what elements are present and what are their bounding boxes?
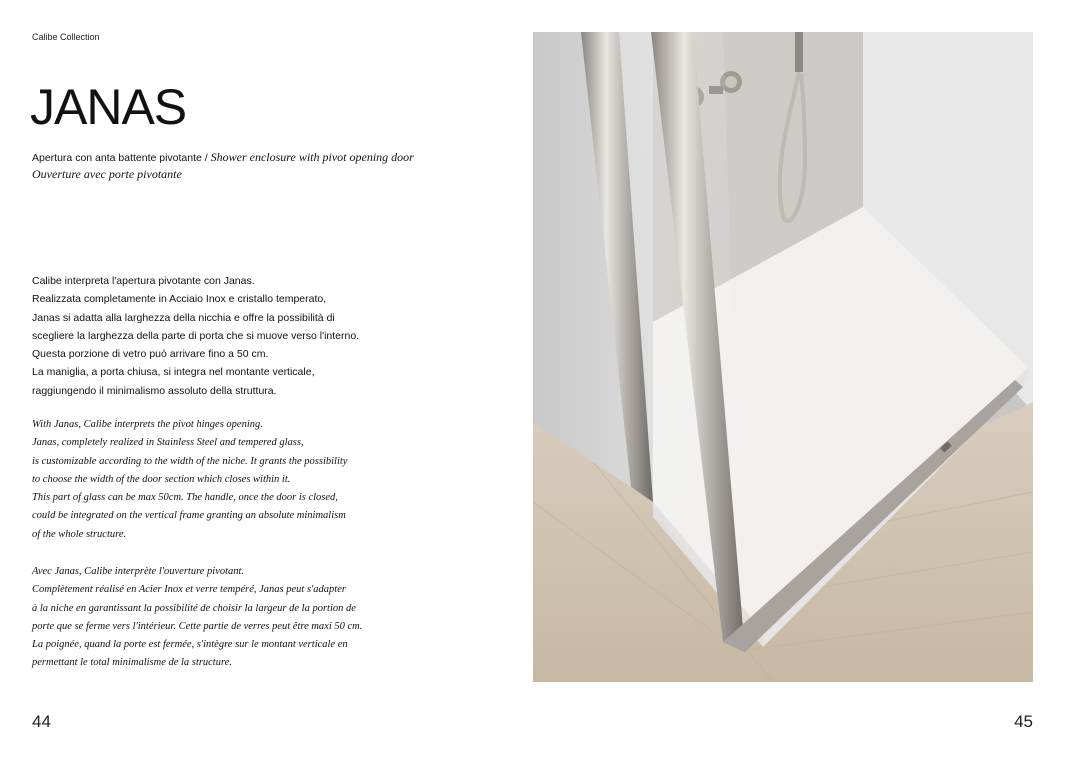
paragraph-line: is customizable according to the width of the niche. It grants the possibility — [32, 455, 348, 467]
paragraph-line: Realizzata completamente in Acciaio Inox e cristallo temperato, — [32, 293, 327, 306]
paragraph-line: to choose the width of the door section which closes within it. — [32, 473, 291, 485]
paragraph-line: Questa porzione di vetro può arrivare fino a 50 cm. — [32, 348, 269, 361]
shower-enclosure-photo — [533, 32, 1033, 682]
description-italian — [32, 272, 359, 400]
paragraph-line: of the whole structure. — [32, 528, 127, 540]
product-subtitle — [32, 149, 414, 182]
paragraph-line: porte que se ferme vers l'intérieur. Cette partie de verres peut être maxi 50 cm. — [32, 620, 363, 632]
paragraph-line: Janas si adatta alla larghezza della nicchia e offre la possibilità di — [32, 311, 335, 324]
paragraph-line: Avec Janas, Calibe interprète l'ouverture pivotant. — [32, 566, 245, 577]
paragraph-line: La maniglia, a porta chiusa, si integra nel montante verticale, — [32, 366, 315, 379]
subtitle-english: Shower enclosure with pivot opening door — [210, 150, 414, 164]
subtitle-line-1 — [32, 149, 414, 166]
paragraph-line: permettant le total minimalisme de la structure. — [32, 657, 232, 669]
description-french — [32, 563, 362, 673]
paragraph-line: could be integrated on the vertical frame granting an absolute minimalism — [32, 510, 346, 522]
product-title: JANAS — [30, 79, 187, 135]
description-english — [32, 416, 347, 544]
paragraph-line: Calibe interpreta l'apertura pivotante con Janas. — [32, 275, 255, 287]
page-number-left: 44 — [32, 712, 51, 731]
paragraph-line: à la niche en garantissant la possibilité de choisir la largeur de la portion de — [32, 602, 356, 614]
subtitle-italian: Apertura con anta battente pivotante — [32, 152, 202, 164]
paragraph-line: scegliere la larghezza della parte di porta che si muove verso l'interno. — [32, 329, 360, 342]
collection-label: Calibe Collection — [32, 32, 100, 42]
paragraph-line: Janas, completely realized in Stainless Steel and tempered glass, — [32, 437, 304, 449]
paragraph-line: Complètement réalisé en Acier Inox et verre tempéré, Janas peut s'adapter — [32, 584, 346, 596]
paragraph-line: This part of glass can be max 50cm. The handle, once the door is closed, — [32, 492, 338, 504]
shower-illustration — [533, 32, 1033, 682]
paragraph-line: With Janas, Calibe interprets the pivot hinges opening. — [32, 419, 263, 430]
paragraph-line: La poignée, quand la porte est fermée, s'intègre sur le montant verticale en — [32, 639, 348, 651]
subtitle-separator: / — [201, 152, 211, 164]
paragraph-line: raggiungendo il minimalismo assoluto della struttura. — [32, 384, 277, 397]
page-number-right: 45 — [1014, 712, 1033, 731]
subtitle-french: Ouverture avec porte pivotante — [32, 167, 182, 181]
